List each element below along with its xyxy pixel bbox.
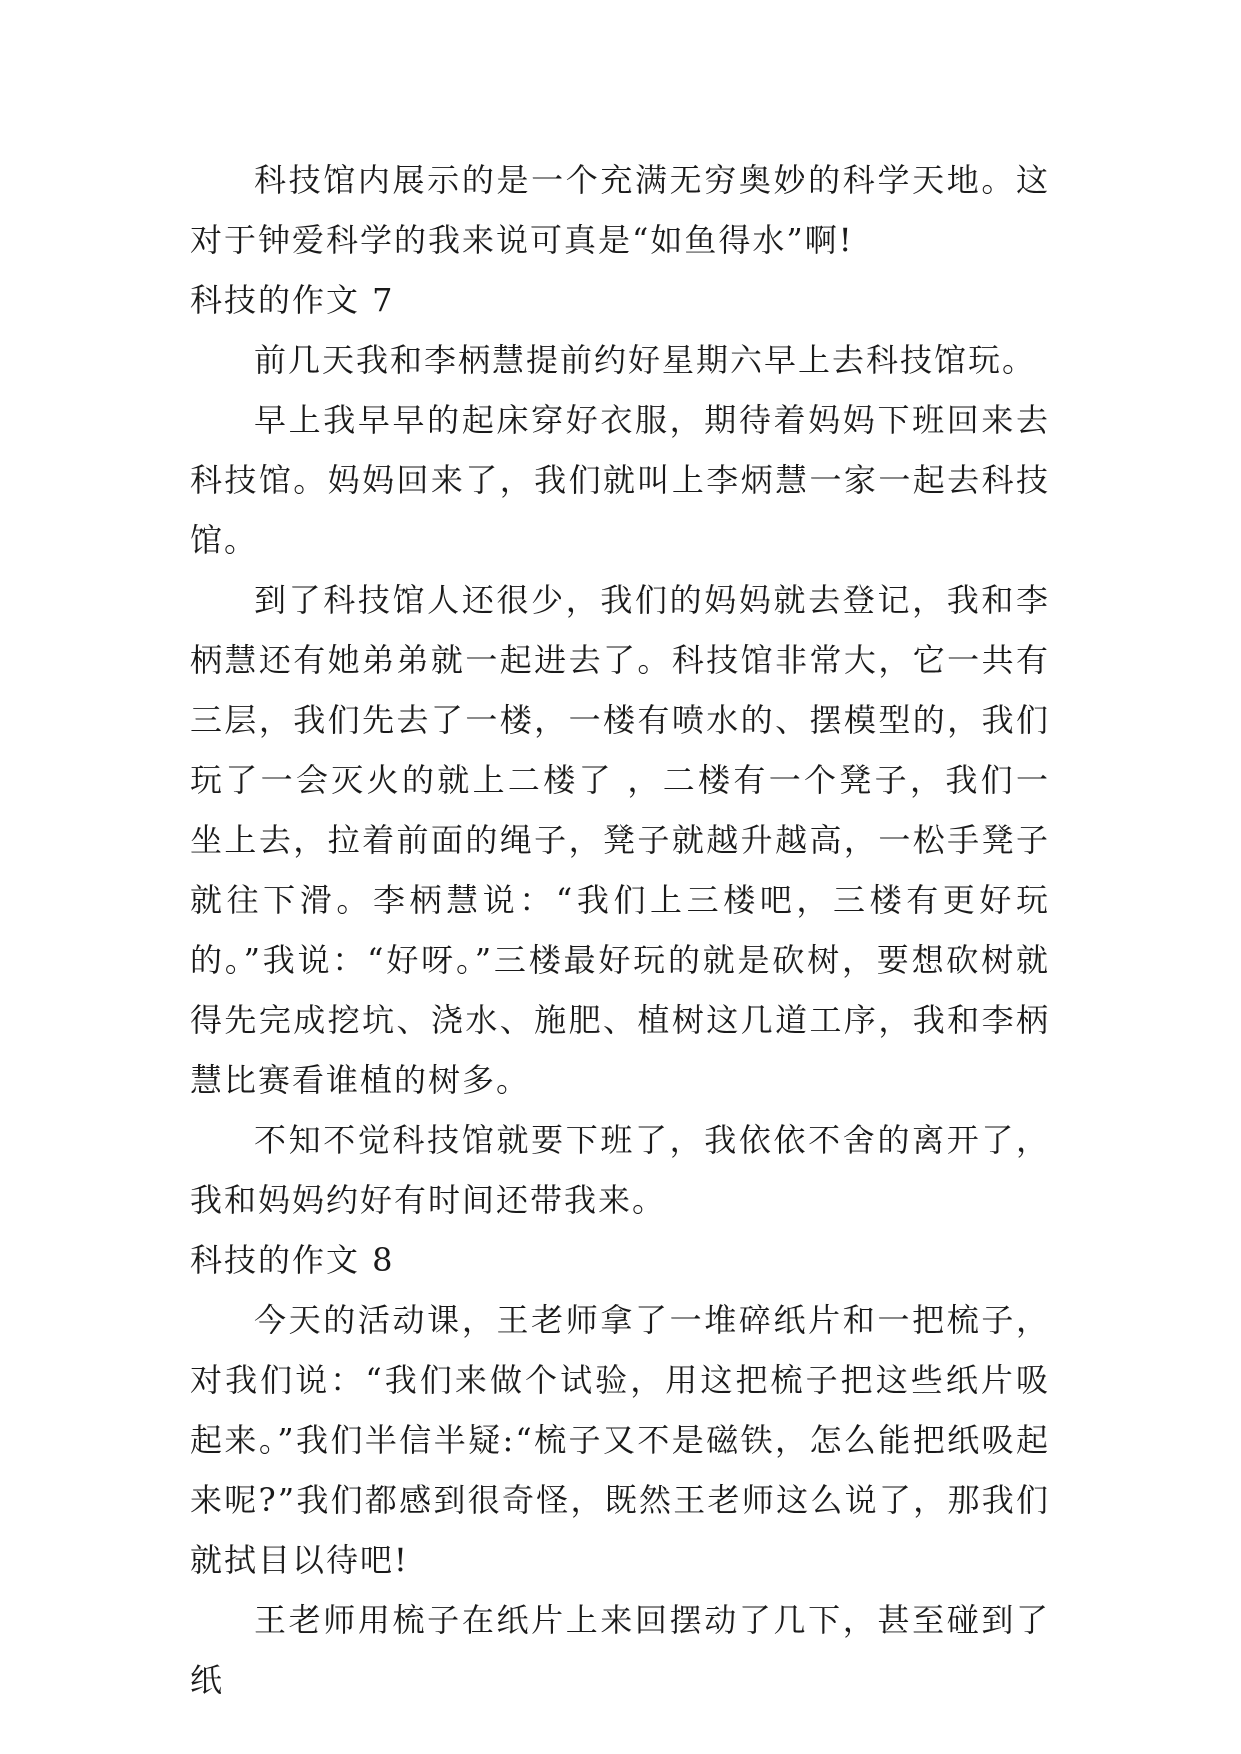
section-heading: 科技的作文 7 — [190, 281, 395, 319]
paragraph: 王老师用梳子在纸片上来回摆动了几下，甚至碰到了纸 — [190, 1601, 1050, 1699]
paragraph: 到了科技馆人还很少，我们的妈妈就去登记，我和李柄慧还有她弟弟就一起进去了。科技馆非常大，它一共有三层，我们先去了一楼，一楼有喷水的、摆模型的，我们玩了一会灭火的就上二楼了 ，二楼有一个凳子，我们一坐上去，拉着前面的绳子，凳子就越升越高，一松手凳子就往下滑。李柄慧说：“我们上三楼吧，三楼有更好玩的。”我说：“好呀。”三楼最好玩的就是砍树，要想砍树就 得先完成挖坑、浇水、施肥、植树这几道工序，我和李柄慧比赛看谁植的树多。 — [190, 581, 1050, 1099]
paragraph: 科技馆内展示的是一个充满无穷奥妙的科学天地。这对于钟爱科学的我来说可真是“如鱼得水”啊! — [190, 161, 1050, 259]
paragraph: 前几天我和李柄慧提前约好星期六早上去科技馆玩。 — [254, 341, 1037, 379]
document-body — [190, 150, 1050, 1710]
section-heading: 科技的作文 8 — [190, 1241, 395, 1279]
paragraph: 不知不觉科技馆就要下班了，我依依不舍的离开了，我和妈妈约好有时间还带我来。 — [190, 1121, 1050, 1219]
paragraph: 今天的活动课，王老师拿了一堆碎纸片和一把梳子，对我们说：“我们来做个试验，用这把梳子把这些纸片吸起来。”我们半信半疑:“梳子又不是磁铁，怎么能把纸吸起来呢?”我们都感到很奇怪，既然王老师这么说了，那我们就拭目以待吧! — [190, 1301, 1050, 1579]
paragraph: 早上我早早的起床穿好衣服，期待着妈妈下班回来去科技馆。妈妈回来了，我们就叫上李炳慧一家一起去科技馆。 — [190, 401, 1050, 559]
